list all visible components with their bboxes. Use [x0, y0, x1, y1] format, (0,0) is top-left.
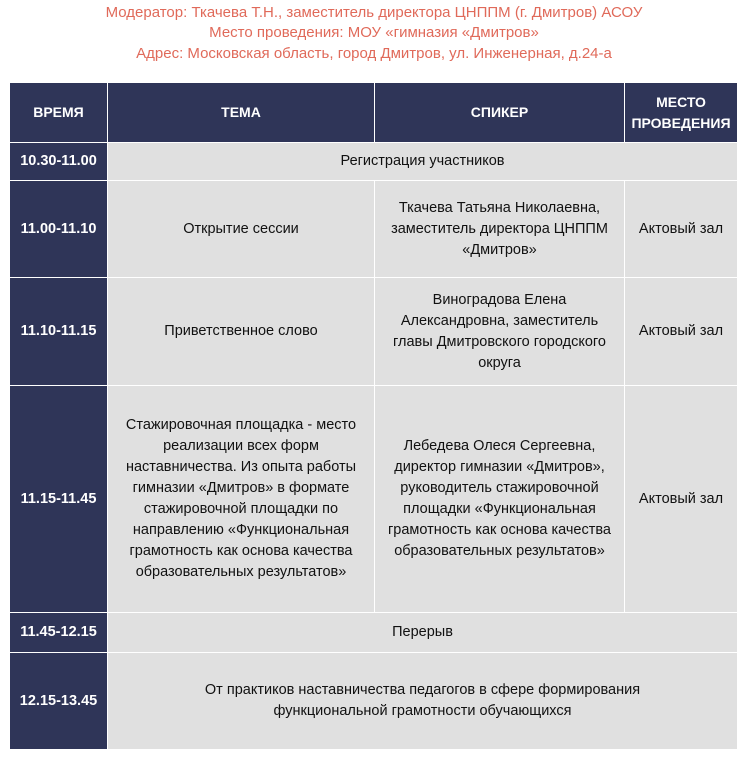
column-header-time: ВРЕМЯ [10, 83, 108, 143]
place-cell: Актовый зал [625, 386, 738, 613]
table-row [10, 181, 738, 278]
topic-cell: Открытие сессии [108, 181, 375, 278]
table-header-row [10, 83, 738, 143]
table-row [10, 278, 738, 386]
column-header-topic: ТЕМА [108, 83, 375, 143]
time-cell: 10.30-11.00 [10, 143, 108, 181]
time-cell: 12.15-13.45 [10, 653, 108, 750]
merged-cell: Регистрация участников [108, 143, 738, 181]
schedule-table [9, 82, 738, 750]
topic-cell: Стажировочная площадка - место реализации всех форм наставничества. Из опыта работы гимназии «Дмитров» в формате стажировочной площадки по направлению «Функциональная грамотность как основа качества образовательных результатов» [108, 386, 375, 613]
merged-cell: Перерыв [108, 613, 738, 653]
merged-cell: От практиков наставничества педагогов в сфере формирования функциональной грамотности обучающихся [108, 653, 738, 750]
speaker-cell: Лебедева Олеся Сергеевна, директор гимназии «Дмитров», руководитель стажировочной площадки «Функциональная грамотность как основа качества образовательных результатов» [375, 386, 625, 613]
time-cell: 11.15-11.45 [10, 386, 108, 613]
table-row [10, 386, 738, 613]
moderator-line: Модератор: Ткачева Т.Н., заместитель директора ЦНППМ (г. Дмитров) АСОУ [105, 4, 643, 21]
time-cell: 11.45-12.15 [10, 613, 108, 653]
speaker-cell: Ткачева Татьяна Николаевна, заместитель директора ЦНППМ «Дмитров» [375, 181, 625, 278]
speaker-cell: Виноградова Елена Александровна, заместитель главы Дмитровского городского округа [375, 278, 625, 386]
place-cell: Актовый зал [625, 278, 738, 386]
time-cell: 11.10-11.15 [10, 278, 108, 386]
table-row [10, 653, 738, 750]
address-line: Адрес: Московская область, город Дмитров, ул. Инженерная, д.24-а [136, 45, 612, 62]
time-cell: 11.00-11.10 [10, 181, 108, 278]
column-header-speaker: СПИКЕР [375, 83, 625, 143]
column-header-place: МЕСТО ПРОВЕДЕНИЯ [625, 83, 738, 143]
venue-line: Место проведения: МОУ «гимназия «Дмитров» [209, 24, 539, 41]
place-cell: Актовый зал [625, 181, 738, 278]
topic-cell: Приветственное слово [108, 278, 375, 386]
table-row [10, 613, 738, 653]
table-row [10, 143, 738, 181]
